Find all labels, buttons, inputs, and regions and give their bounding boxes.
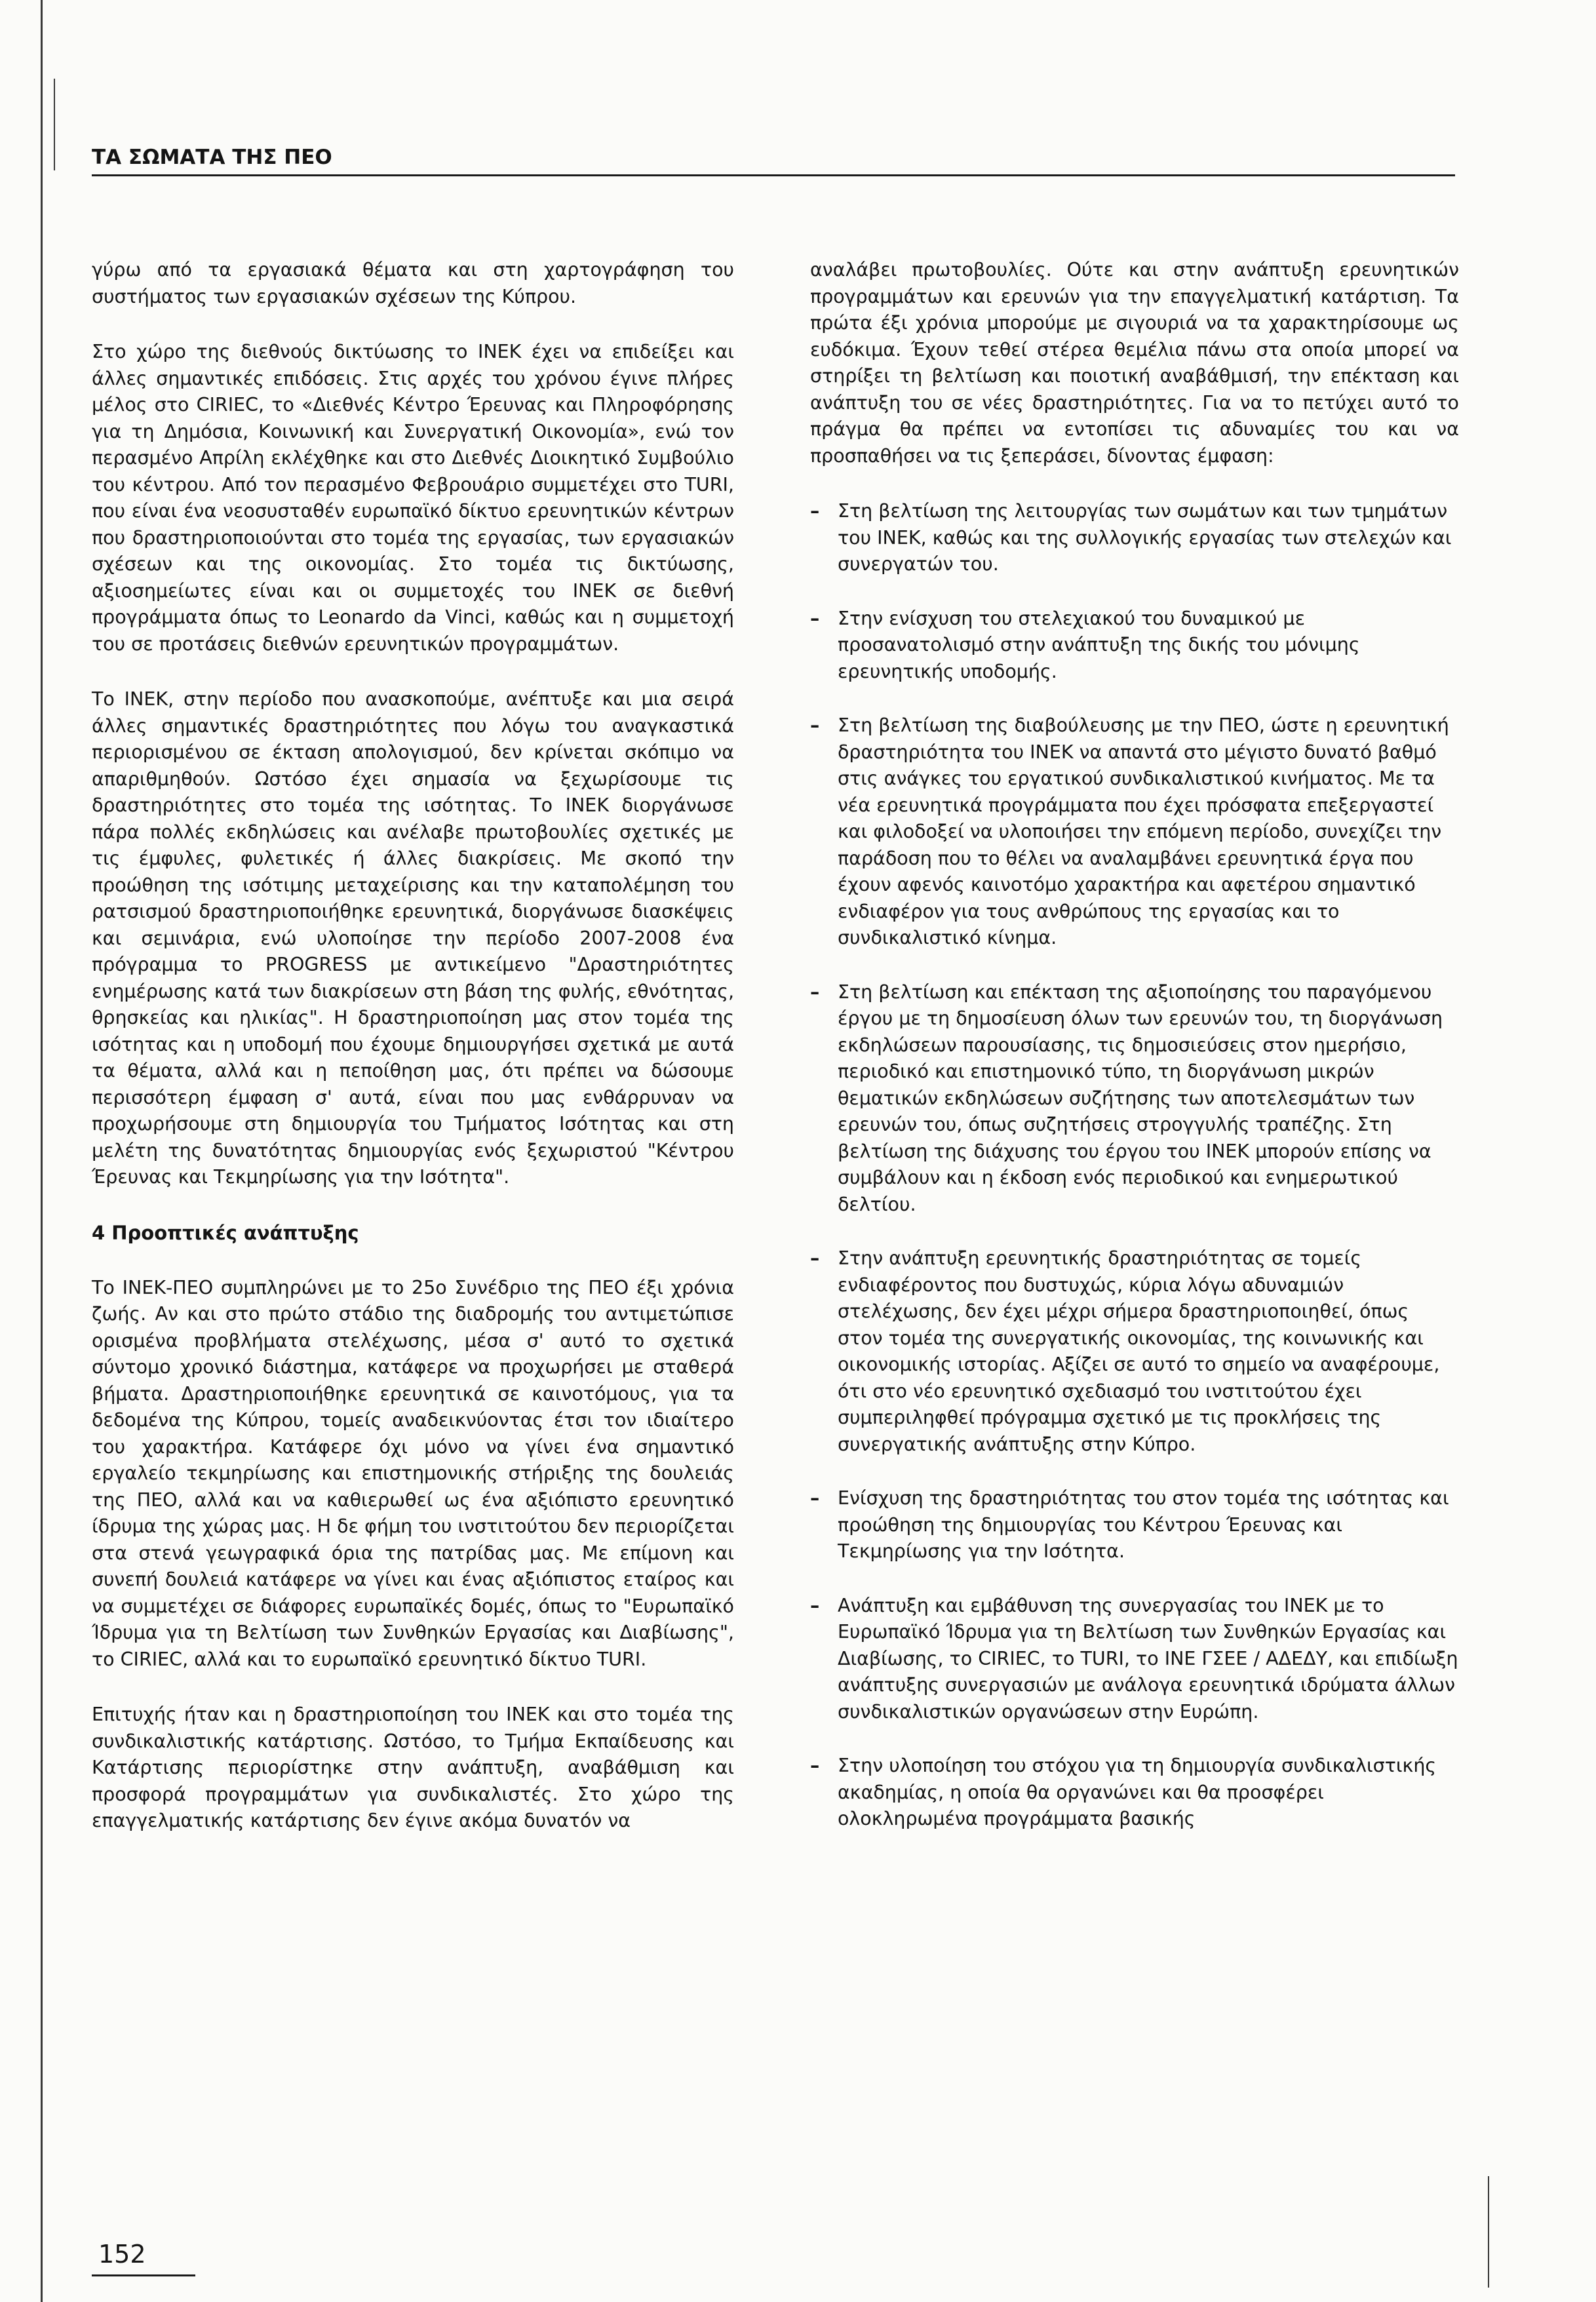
list-item-text: Στην ενίσχυση του στελεχιακού του δυναμικού με προσανατολισμό στην ανάπτυξη της δικής του μόνιμης ερευνητικής υποδομής. [838, 607, 1360, 682]
list-item-text: Στην υλοποίηση του στόχου για τη δημιουργία συνδικαλιστικής ακαδημίας, η οποία θα οργανώνει και θα προσφέρει ολοκληρωμένα προγράμματα βασικής [838, 1755, 1437, 1829]
left-column [92, 257, 734, 1863]
dash-bullet-icon: – [810, 1487, 820, 1509]
dash-bullet-icon: – [810, 981, 820, 1003]
dash-bullet-icon: – [810, 1594, 820, 1616]
right-column [810, 257, 1459, 1860]
list-item-text: Στη βελτίωση και επέκταση της αξιοποίησης του παραγόμενου έργου με τη δημοσίευση όλων των ερευνών του, τη διοργάνωση εκδηλώσεων παρουσίασης, τις δημοσιεύσεις στον ημερήσιο, περιοδικό και επιστημονικό τύπο, τη διοργάνωση μικρών θεματικών εκδηλώσεων συζήτησης των αποτελεσμάτων των ερευνών του, όπως συζητήσεις στρογγυλής τραπέζης. Στη βελτίωση της διάχυσης του έργου του ΙΝΕΚ μπορούν επίσης να συμβάλουν και η έκδοση ενός περιοδικού και ενημερωτικού δελτίου. [838, 981, 1443, 1215]
list-item [810, 1593, 1459, 1726]
page-number: 152 [98, 2240, 146, 2269]
section-heading: 4 Προοπτικές ανάπτυξης [92, 1221, 359, 1244]
list-item-text: Στη βελτίωση της διαβούλευσης με την ΠΕΟ, ώστε η ερευνητική δραστηριότητα του ΙΝΕΚ να απαντά στο μέγιστο δυνατό βαθμό στις ανάγκες του εργατικού συνδικαλιστικού κινήματος. Με τα νέα ερευνητικά προγράμματα που έχει πρόσφατα επεξεργαστεί και φιλοδοξεί να υλοποιήσει την επόμενη περίοδο, συνεχίζει την παράδοση που το θέλει να αναλαμβάνει ερευνητικά έργα που έχουν αφενός καινοτόμο χαρακτήρα και αφετέρου σημαντικό ενδιαφέρον για τους ανθρώπους της εργασίας και το συνδικαλιστικό κίνημα. [838, 714, 1449, 948]
list-item [810, 1753, 1459, 1833]
dash-bullet-icon: – [810, 500, 820, 522]
list-item [810, 1485, 1459, 1565]
list-item [810, 979, 1459, 1219]
list-item-text: Ενίσχυση της δραστηριότητας του στον τομέα της ισότητας και προώθηση της δημιουργίας του Κέντρου Έρευνας και Τεκμηρίωσης για την Ισότητα. [838, 1487, 1449, 1562]
list-item-text: Στην ανάπτυξη ερευνητικής δραστηριότητας σε τομείς ενδιαφέροντος που δυστυχώς, κύρια λόγω αδυναμιών στελέχωσης, δεν έχει μέχρι σήμερα δραστηριοποιηθεί, όπως στον τομέα της συνεργατικής οικονομίας, της κοινωνικής και οικονομικής ιστορίας. Αξίζει σε αυτό το σημείο να αναφέρουμε, ότι στο νέο ερευνητικό σχεδιασμό του ινστιτούτου έχει συμπεριληφθεί πρόγραμμα σχετικό με τις προκλήσεις της συνεργατικής ανάπτυξης στην Κύπρο. [838, 1247, 1440, 1455]
running-header: ΤΑ ΣΩΜΑΤΑ ΤΗΣ ΠΕΟ [92, 146, 332, 169]
paragraph: αναλάβει πρωτοβουλίες. Ούτε και στην ανάπτυξη ερευνητικών προγραμμάτων και ερευνών για την επαγγελματική κατάρτιση. Τα πρώτα έξι χρόνια μπορούμε με σιγουριά να τα χαρακτηρίσουμε ως ευδόκιμα. Έχουν τεθεί στέρεα θεμέλια πάνω στα οποία μπορεί να στηρίξει τη βελτίωση και ποιοτική αναβάθμισή, την επέκταση και ανάπτυξη του σε νέες δραστηριότητες. Για να το πετύχει αυτό το πράγμα θα πρέπει να εντοπίσει τις αδυναμίες του και να προσπαθήσει να τις ξεπεράσει, δίνοντας έμφαση: [810, 259, 1459, 467]
scan-edge-left [41, 0, 43, 2302]
list-item [810, 606, 1459, 686]
list-item [810, 712, 1459, 952]
list-item-text: Ανάπτυξη και εμβάθυνση της συνεργασίας του ΙΝΕΚ με το Ευρωπαϊκό Ίδρυμα για τη Βελτίωση των Συνθηκών Εργασίας και Διαβίωσης, το CIRIEC, το TURI, το ΙΝΕ ΓΣΕΕ / ΑΔΕΔΥ, και επιδίωξη ανάπτυξης συνεργασιών με ανάλογα ερευνητικά ιδρύματα άλλων συνδικαλιστικών οργανώσεων στην Ευρώπη. [838, 1594, 1458, 1723]
dash-bullet-icon: – [810, 714, 820, 736]
scan-edge-left-inner [54, 79, 55, 170]
bullet-list [810, 498, 1459, 1833]
dash-bullet-icon: – [810, 1247, 820, 1269]
paragraph: Επιτυχής ήταν και η δραστηριοποίηση του ΙΝΕΚ και στο τομέα της συνδικαλιστικής κατάρτισης. Ωστόσο, το Τμήμα Εκπαίδευσης και Κατάρτισης περιορίστηκε στην ανάπτυξη, αναβάθμιση και προσφορά προγραμμάτων για συνδικαλιστές. Στο χώρο της επαγγελματικής κατάρτισης δεν έγινε ακόμα δυνατόν να [92, 1704, 734, 1831]
paragraph: Στο χώρο της διεθνούς δικτύωσης το ΙΝΕΚ έχει να επιδείξει και άλλες σημαντικές επιδόσεις. Στις αρχές του χρόνου έγινε πλήρες μέλος στο CIRIEC, το «Διεθνές Κέντρο Έρευνας και Πληροφόρησης για τη Δημόσια, Κοινωνική και Συνεργατική Οικονομία», ενώ τον περασμένο Απρίλη εκλέχθηκε και στο Διεθνές Διοικητικό Συμβούλιο του κέντρου. Από τον περασμένο Φεβρουάριο συμμετέχει στο TURI, που είναι ένα νεοσυσταθέν ευρωπαϊκό δίκτυο ερευνητικών κέντρων που δραστηριοποιούνται στο τομέα της εργασίας, των εργασιακών σχέσεων και της οικονομίας. Στο τομέα τις δικτύωσης, αξιοσημείωτες είναι και οι συμμετοχές του ΙΝΕΚ σε διεθνή προγράμματα όπως το Leonardo da Vinci, καθώς και η συμμετοχή του σε προτάσεις διεθνών ερευνητικών προγραμμάτων. [92, 341, 734, 655]
dash-bullet-icon: – [810, 607, 820, 629]
dash-bullet-icon: – [810, 1755, 820, 1776]
list-item [810, 498, 1459, 578]
paragraph: Το ΙΝΕΚ, στην περίοδο που ανασκοπούμε, ανέπτυξε και μια σειρά άλλες σημαντικές δραστηριότητες που λόγω του αναγκαστικά περιορισμένου σε έκταση απολογισμού, δεν κρίνεται σκόπιμο να απαριθμηθούν. Ωστόσο έχει σημασία να ξεχωρίσουμε τις δραστηριότητες στο τομέα της ισότητας. Το ΙΝΕΚ διοργάνωσε πάρα πολλές εκδηλώσεις και ανέλαβε πρωτοβουλίες σχετικές με τις έμφυλες, φυλετικές ή άλλες διακρίσεις. Με σκοπό την προώθηση της ισότιμης μεταχείρισης και την καταπολέμηση του ρατσισμού δραστηριοποιήθηκε ερευνητικά, διοργάνωσε διασκέψεις και σεμινάρια, ενώ υλοποίησε την περίοδο 2007-2008 ένα πρόγραμμα το PROGRESS με αντικείμενο "Δραστηριότητες ενημέρωσης κατά των διακρίσεων στη βάση της φυλής, εθνότητας, θρησκείας και ηλικίας". Η δραστηριοποίηση μας στον τομέα της ισότητας και η υποδομή που έχουμε δημιουργήσει σχετικά με αυτά τα θέματα, αλλά και η πεποίθηση μας, ότι πρέπει να δώσουμε περισσότερη έμφαση σ' αυτά, είναι που μας ενθάρρυναν να προχωρήσουμε στη δημιουργία του Τμήματος Ισότητας και στη μελέτη της δυνατότητας δημιουργίας ενός ξεχωριστού "Κέντρου Έρευνας και Τεκμηρίωσης για την Ισότητα". [92, 688, 734, 1188]
scan-edge-right [1488, 2176, 1489, 2288]
paragraph: γύρω από τα εργασιακά θέματα και στη χαρτογράφηση του συστήματος των εργασιακών σχέσεων της Κύπρου. [92, 259, 734, 307]
page-number-rule [92, 2274, 195, 2276]
paragraph: Το ΙΝΕΚ-ΠΕΟ συμπληρώνει με το 25ο Συνέδριο της ΠΕΟ έξι χρόνια ζωής. Αν και στο πρώτο στάδιο της διαδρομής του αντιμετώπισε ορισμένα προβλήματα στελέχωσης, μέσα σ' αυτό το σχετικά σύντομο χρονικό διάστημα, κατάφερε να προχωρήσει με σταθερά βήματα. Δραστηριοποιήθηκε ερευνητικά σε καινοτόμους, για τα δεδομένα της Κύπρου, τομείς αναδεικνύοντας έτσι τον ιδιαίτερο του χαρακτήρα. Κατάφερε όχι μόνο να γίνει ένα σημαντικό εργαλείο τεκμηρίωσης και επιστημονικής στήριξης της δουλειάς της ΠΕΟ, αλλά και να καθιερωθεί ως ένα αξιόπιστο ερευνητικό ίδρυμα της χώρας μας. Η δε φήμη του ινστιτούτου δεν περιορίζεται στα στενά γεωγραφικά όρια της πατρίδας μας. Με επίμονη και συνεπή δουλειά κατάφερε να γίνει και ένας αξιόπιστος εταίρος και να συμμετέχει σε διάφορες ευρωπαϊκές δομές, όπως το "Ευρωπαϊκό Ίδρυμα για τη Βελτίωση των Συνθηκών Εργασίας και Διαβίωσης", το CIRIEC, αλλά και το ευρωπαϊκό ερευνητικό δίκτυο TURI. [92, 1276, 734, 1670]
list-item [810, 1245, 1459, 1458]
list-item-text: Στη βελτίωση της λειτουργίας των σωμάτων και των τμημάτων του ΙΝΕΚ, καθώς και της συλλογικής εργασίας των στελεχών και συνεργατών του. [838, 500, 1452, 575]
header-rule [92, 174, 1455, 176]
